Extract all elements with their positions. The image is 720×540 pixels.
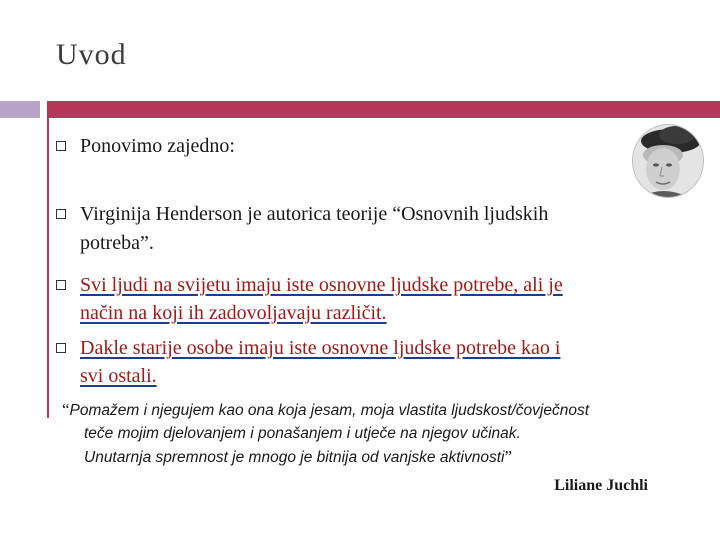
bullet-text-3-line1: Svi ljudi na svijetu imaju iste osnovne ljudske potrebe, ali je xyxy=(80,274,563,296)
hollow-square-icon xyxy=(56,209,66,219)
slide-title: Uvod xyxy=(56,38,127,71)
quote-text-1: Pomažem i njegujem kao ona koja jesam, moja vlastita ljudskost/čovječnost xyxy=(69,402,590,419)
quote-close-mark: ” xyxy=(504,447,512,466)
bullet-text-1: Ponovimo zajedno: xyxy=(80,135,235,157)
accent-bar xyxy=(47,101,720,118)
bullet-text-4-line1: Dakle starije osobe imaju iste osnovne ljudske potrebe kao i xyxy=(80,337,561,359)
portrait-icon xyxy=(633,125,703,197)
bullet-text-3-line2: način na koji ih zadovoljavaju različit. xyxy=(80,302,387,324)
quote-line-2: teče mojim djelovanjem i ponašanjem i utječe na njegov učinak. xyxy=(84,425,521,442)
quote-line-1 xyxy=(62,398,702,422)
hollow-square-icon xyxy=(56,280,66,290)
left-rule xyxy=(47,118,49,418)
quote-open-mark: “ xyxy=(62,400,70,419)
quote-line-3 xyxy=(62,445,702,469)
portrait-photo xyxy=(632,124,704,198)
quote-text-3: Unutarnja spremnost je mnogo je bitnija od vanjske aktivnosti xyxy=(84,449,505,466)
hollow-square-icon xyxy=(56,343,66,353)
quote-author: Liliane Juchli xyxy=(554,477,648,494)
quote-block xyxy=(62,398,702,469)
bullet-text-4-line2: svi ostali. xyxy=(80,365,157,387)
hollow-square-icon xyxy=(56,141,66,151)
bullet-text-2-line1: Virginija Henderson je autorica teorije “Osnovnih ljudskih xyxy=(80,203,549,225)
accent-bar-left xyxy=(0,101,40,118)
bullet-text-2-line2: potreba”. xyxy=(80,232,154,254)
